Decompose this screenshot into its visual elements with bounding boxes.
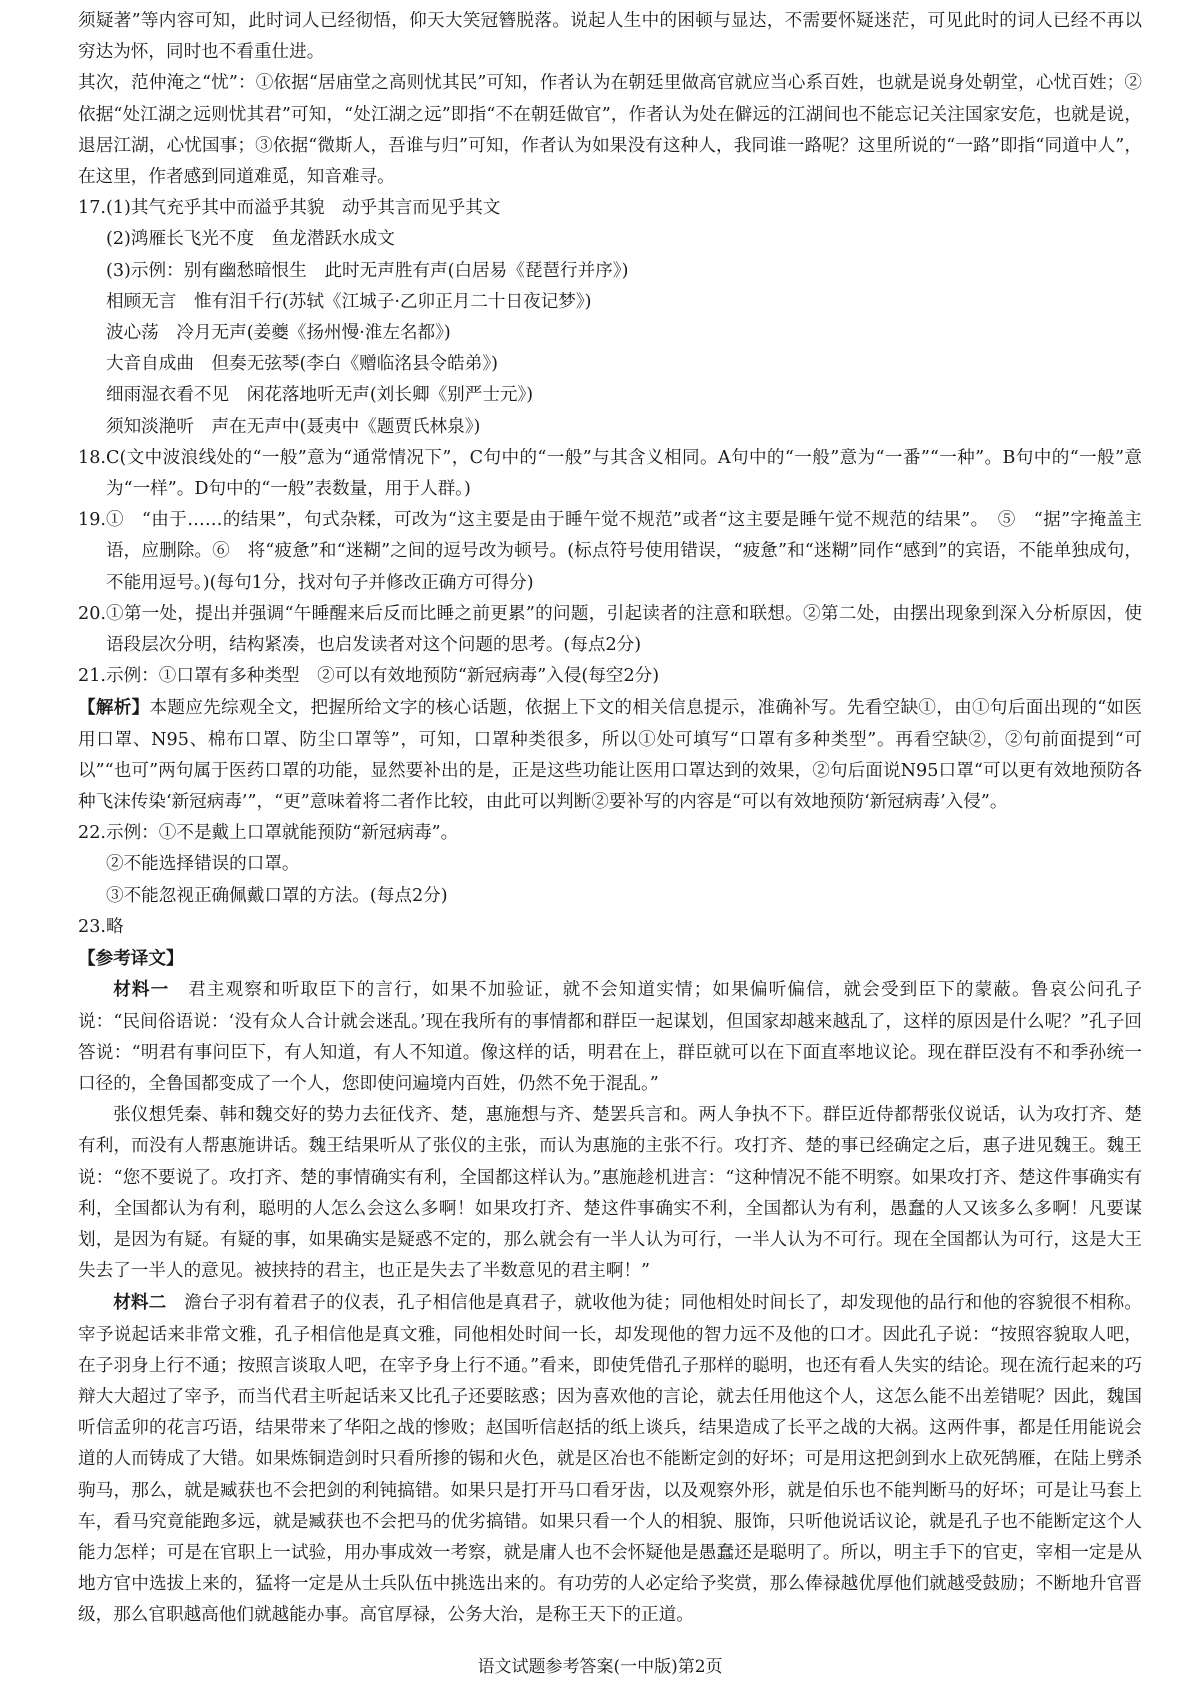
answer-line: (3)示例：别有幽愁暗恨生 此时无声胜有声(白居易《琵琶行并序》) <box>105 260 629 281</box>
question-23-answer: 略 <box>105 916 124 937</box>
material-one-paragraph <box>78 974 1142 1100</box>
material-two-label: 材料二 <box>113 1292 167 1314</box>
material-one-text: 君主观察和听取臣下的言行，如果不加验证，就不会知道实情；如果偏听偏信，就会受到臣下的蒙蔽。鲁哀公问孔子说：“民间俗语说：‘没有众人合计就会迷乱。’现在我所有的事情都和群臣一起谋划，但国家却越来越乱了，这样的原因是什么呢？”孔子回答说：“明君有事问臣下，有人知道，有人不知道。像这样的话，明君在上，群臣就可以在下面直率地议论。现在群臣没有不和季孙统一口径的，全鲁国都变成了一个人，您即使问遍境内百姓，仍然不免于混乱。” <box>78 980 1142 1094</box>
analysis-label: 【解析】 <box>78 697 150 719</box>
question-19-answer: ① “由于……的结果”，句式杂糅，可改为“这主要是由于睡午觉不规范”或者“这主要是睡午觉不规范的结果”。 ⑤ “据”字掩盖主语，应删除。⑥ 将“疲惫”和“迷糊”之间的逗号改为顿号。(标点符号使用错误，“疲惫”和“迷糊”同作“感到”的宾语，不能单独成句，不能用逗号。)(每句1分，找对句子并修改正确方可得分) <box>105 510 1142 593</box>
question-number: 21. <box>78 666 106 687</box>
material-one-label: 材料一 <box>113 979 170 1001</box>
question-number: 20. <box>78 603 106 624</box>
material-two-paragraph <box>78 1287 1142 1631</box>
question-22 <box>78 818 1142 912</box>
answer-line: 须知淡滟听 声在无声中(聂夷中《题贾氏林泉》) <box>105 416 481 437</box>
answer-line: 示例：①不是戴上口罩就能预防“新冠病毒”。 <box>105 823 459 844</box>
question-22-body <box>106 818 1142 912</box>
question-17 <box>78 193 1142 443</box>
answer-line: (1)其气充乎其中而溢乎其貌 动乎其言而见乎其文 <box>105 198 501 219</box>
analysis-text: 本题应先综观全文，把握所给文字的核心话题，依据上下文的相关信息提示，准确补写。先看空缺①，由①句后面出现的“如医用口罩、N95、棉布口罩、防尘口罩等”，可知，口罩种类很多，所以①处可填写“口罩有多种类型”。再看空缺②，②句前面提到“可以”“也可”两句属于医药口罩的功能，显然要补出的是，正是这些功能让医用口罩达到的效果，②句后面说N95口罩“可以更有效地预防各种飞沫传染‘新冠病毒’”，“更”意味着将二者作比较，由此可以判断②要补写的内容是“可以有效地预防‘新冠病毒’入侵”。 <box>78 698 1142 813</box>
question-21-analysis <box>78 692 1142 818</box>
question-19 <box>78 505 1142 599</box>
question-18 <box>78 443 1142 505</box>
question-20-answer: ①第一处，提出并强调“午睡醒来后反而比睡之前更累”的问题，引起读者的注意和联想。②第二处，由摆出现象到深入分析原因，使语段层次分明，结构紧凑，也启发读者对这个问题的思考。(每点2分) <box>105 603 1142 656</box>
paragraph-fan-zhongyan: 其次，范仲淹之“忧”：①依据“居庙堂之高则忧其民”可知，作者认为在朝廷里做高官就应当心系百姓，也就是说身处朝堂，心忧百姓；②依据“处江湖之远则忧其君”可知，“处江湖之远”即指“不在朝廷做官”，作者认为处在僻远的江湖间也不能忘记关注国家安危，也就是说，退居江湖，心忧国事；③依据“微斯人，吾谁与归”可知，作者认为如果没有这种人，我同谁一路呢？这里所说的“一路”即指“同道中人”，在这里，作者感到同道难觅，知音难寻。 <box>78 73 1142 188</box>
answer-line: ③不能忽视正确佩戴口罩的方法。(每点2分) <box>105 885 448 906</box>
question-number: 23. <box>78 916 106 937</box>
page-footer: 语文试题参考答案(一中版)第2页 <box>477 1657 723 1677</box>
question-21 <box>78 661 1142 692</box>
question-20 <box>78 599 1142 661</box>
answer-line: 细雨湿衣看不见 闲花落地听无声(刘长卿《别严士元》) <box>105 385 534 406</box>
answer-line: ②不能选择错误的口罩。 <box>105 854 300 875</box>
question-number: 22. <box>78 823 106 844</box>
material-one-paragraph-2: 张仪想凭秦、韩和魏交好的势力去征伐齐、楚，惠施想与齐、楚罢兵言和。两人争执不下。群臣近侍都帮张仪说话，认为攻打齐、楚有利，而没有人帮惠施讲话。魏王结果听从了张仪的主张，而认为惠施的主张不行。攻打齐、楚的事已经确定之后，惠子进见魏王。魏王说：“您不要说了。攻打齐、楚的事情确实有利，全国都这样认为。”惠施趁机进言：“这种情况不能不明察。如果攻打齐、楚这件事确实有利，全国都认为有利，聪明的人怎么会这么多啊！如果攻打齐、楚这件事确实不利，全国都认为有利，愚蠢的人又该多么多啊！凡要谋划，是因为有疑。有疑的事，如果确实是疑惑不定的，那么就会有一半人认为可行，一半人认为不可行。现在全国都认为可行，这是大王失去了一半人的意见。被挟持的君主，也正是失去了半数意见的君主啊！” <box>78 1105 1142 1282</box>
question-17-body <box>106 193 1142 443</box>
material-two-text: 澹台子羽有着君子的仪表，孔子相信他是真君子，就收他为徒；同他相处时间长了，却发现他的品行和他的容貌很不相称。宰予说起话来非常文雅，孔子相信他是真文雅，同他相处时间一长，却发现他的智力远不及他的口才。因此孔子说：“按照容貌取人吧，在子羽身上行不通；按照言谈取人吧，在宰予身上行不通。”看来，即使凭借孔子那样的聪明，也还有看人失实的结论。现在流行起来的巧辩大大超过了宰予，而当代君主听起话来又比孔子还要眩惑；因为喜欢他的言论，就去任用他这个人，这怎么能不出差错呢？因此，魏国听信孟卯的花言巧语，结果带来了华阳之战的惨败；赵国听信赵括的纸上谈兵，结果造成了长平之战的大祸。这两件事，都是任用能说会道的人而铸成了大错。如果炼铜造剑时只看所掺的锡和火色，就是区冶也不能断定剑的好坏；可是用这把剑到水上砍死鹄雁，在陆上劈杀驹马，那么，就是臧获也不会把剑的利钝搞错。如果只是打开马口看牙齿，以及观察外形，就是伯乐也不能判断马的好坏；可是让马套上车，看马究竟能跑多远，就是臧获也不会把马的优劣搞错。如果只看一个人的相貌、服饰，只听他说话议论，就是孔子也不能断定这个人能力怎样；可是在官职上一试验，用办事成效一考察，就是庸人也不会怀疑他是愚蠢还是聪明了。所以，明主手下的官吏，宰相一定是从地方官中选拔上来的，猛将一定是从士兵队伍中挑选出来的。有功劳的人必定给予奖赏，那么俸禄越优厚他们就越受鼓励；不断地升官晋级，那么官职越高他们就越能办事。高官厚禄，公务大治，是称王天下的正道。 <box>78 1293 1142 1626</box>
answer-line: (2)鸿雁长飞光不度 鱼龙潜跃水成文 <box>105 229 395 250</box>
answer-line: 大音自成曲 但奏无弦琴(李白《赠临洺县令皓弟》) <box>105 354 498 375</box>
question-18-answer: C(文中波浪线处的“一般”意为“通常情况下”，C句中的“一般”与其含义相同。A句中的“一般”意为“一番”“一种”。B句中的“一般”意为“一样”。D句中的“一般”表数量，用于人群。) <box>105 447 1142 500</box>
question-number: 19. <box>78 510 106 531</box>
question-21-answer: 示例：①口罩有多种类型 ②可以有效地预防“新冠病毒”入侵(每空2分) <box>105 666 660 687</box>
paragraph-continued: 须疑著”等内容可知，此时词人已经彻悟，仰天大笑冠簪脱落。说起人生中的困顿与显达，不需要怀疑迷茫，可见此时的词人已经不再以穷达为怀，同时也不看重仕进。 <box>78 11 1142 63</box>
answer-line: 相顾无言 惟有泪千行(苏轼《江城子·乙卯正月二十日夜记梦》) <box>105 291 592 312</box>
question-number: 18. <box>78 447 106 468</box>
translation-heading: 【参考译文】 <box>78 948 184 970</box>
answer-line: 波心荡 冷月无声(姜夔《扬州慢·淮左名都》) <box>105 323 451 344</box>
question-number: 17. <box>78 198 106 219</box>
question-23 <box>78 912 1142 943</box>
